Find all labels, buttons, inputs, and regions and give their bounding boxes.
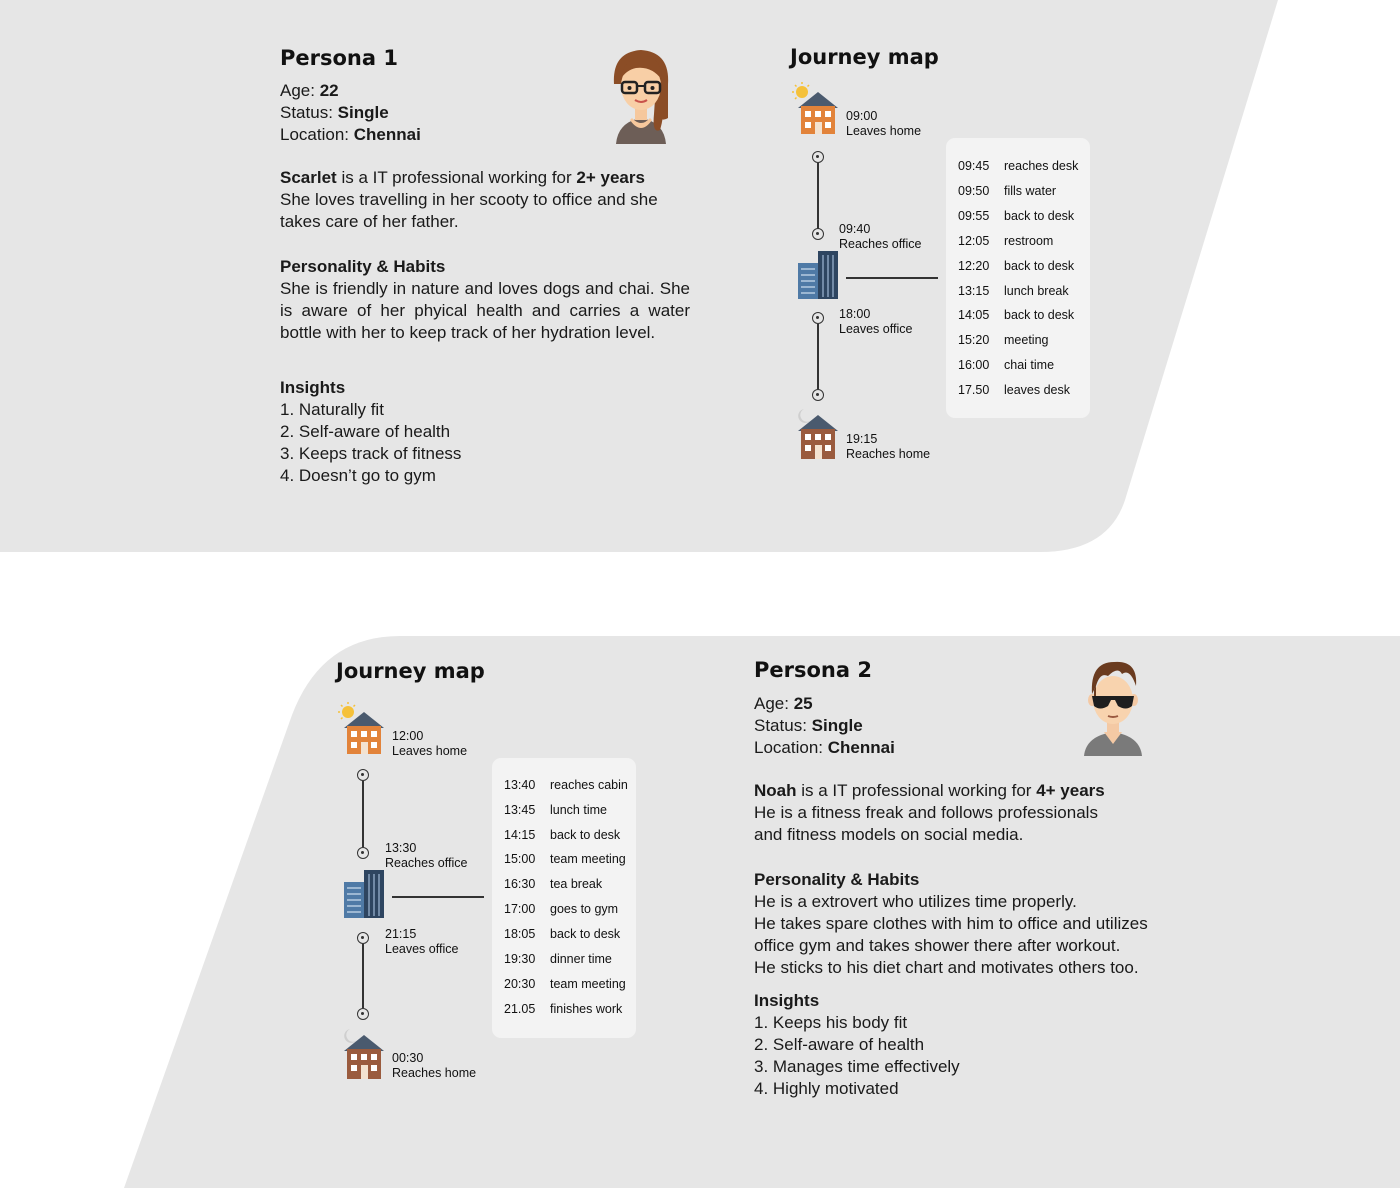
schedule-time: 20:30 — [504, 977, 536, 991]
event-time: 09:00 — [846, 109, 878, 123]
insight-item: 1. Keeps his body fit — [754, 1013, 908, 1032]
habits-line: He is a extrovert who utilizes time properly. — [754, 892, 1077, 911]
insights-title: Insights — [280, 378, 346, 397]
schedule-label: meeting — [1004, 333, 1049, 347]
status-value: Single — [811, 716, 863, 735]
habits-line: He takes spare clothes with him to office and utilizes — [754, 914, 1148, 933]
journey-event — [839, 222, 921, 252]
status-row — [280, 102, 580, 124]
persona-1-intro — [280, 167, 700, 233]
schedule-connector — [846, 277, 938, 279]
habits-line: office gym and takes shower there after workout. — [754, 936, 1121, 955]
schedule-connector — [392, 896, 484, 898]
journey-event — [839, 307, 912, 337]
schedule-time: 17.50 — [958, 383, 990, 397]
insight-item: 3. Manages time effectively — [754, 1057, 960, 1076]
schedule-time: 13:45 — [504, 803, 536, 817]
office-building-icon — [344, 870, 386, 918]
timeline-node — [357, 769, 369, 781]
schedule-row — [958, 308, 1074, 323]
intro-description: She loves travelling in her scooty to office and she takes care of her father. — [280, 190, 658, 231]
insights-title: Insights — [754, 991, 820, 1010]
schedule-label: chai time — [1004, 358, 1055, 372]
schedule-row — [958, 383, 1070, 398]
schedule-label: lunch break — [1004, 284, 1069, 298]
location-row — [280, 124, 580, 146]
schedule-row — [958, 358, 1054, 373]
schedule-time: 09:45 — [958, 159, 990, 173]
schedule-row — [504, 927, 620, 942]
schedule-time: 13:40 — [504, 778, 536, 792]
schedule-row — [504, 902, 618, 917]
experience-value: 2+ years — [576, 168, 645, 187]
insight-item: 2. Self-aware of health — [754, 1035, 925, 1054]
schedule-row — [504, 852, 626, 867]
schedule-label: team meeting — [550, 977, 626, 991]
habits-text: She is friendly in nature and loves dogs and chai. She is aware of her phyical health and carries a water bottle with her to keep track of her hydration level. — [280, 279, 690, 342]
intro-text — [754, 780, 1184, 802]
schedule-panel — [492, 758, 636, 1038]
schedule-label: reaches cabin — [550, 778, 628, 792]
intro-line: and fitness models on social media. — [754, 825, 1024, 844]
event-label: Reaches office — [839, 237, 922, 251]
age-row — [280, 80, 580, 102]
timeline-connector — [817, 324, 819, 389]
schedule-label: back to desk — [1004, 308, 1075, 322]
schedule-time: 21.05 — [504, 1002, 536, 1016]
age-value: 25 — [793, 694, 813, 713]
schedule-label: goes to gym — [550, 902, 619, 916]
schedule-label: back to desk — [550, 828, 621, 842]
schedule-row — [504, 977, 626, 992]
age-label: Age: — [280, 81, 315, 100]
event-label: Reaches office — [385, 856, 468, 870]
persona-name: Scarlet — [280, 168, 337, 187]
journey-event — [392, 729, 467, 759]
persona-1-habits — [280, 256, 690, 344]
timeline-connector — [362, 944, 364, 1008]
timeline-node — [812, 389, 824, 401]
event-label: Leaves office — [385, 942, 459, 956]
timeline-node — [812, 228, 824, 240]
age-label: Age: — [754, 694, 789, 713]
schedule-time: 14:05 — [958, 308, 990, 322]
schedule-row — [504, 877, 602, 892]
schedule-label: back to desk — [1004, 209, 1075, 223]
location-value: Chennai — [353, 125, 421, 144]
journey-event — [385, 927, 458, 957]
schedule-row — [958, 234, 1053, 249]
schedule-label: leaves desk — [1004, 383, 1071, 397]
timeline-connector — [362, 781, 364, 847]
schedule-label: dinner time — [550, 952, 612, 966]
schedule-time: 15:20 — [958, 333, 990, 347]
event-time: 19:15 — [846, 432, 878, 446]
event-time: 13:30 — [385, 841, 417, 855]
schedule-row — [958, 259, 1074, 274]
female-avatar-icon — [606, 44, 676, 144]
journey-event — [392, 1051, 476, 1081]
event-time: 09:40 — [839, 222, 871, 236]
location-value: Chennai — [827, 738, 895, 757]
house-day-icon — [792, 82, 840, 136]
timeline-node — [357, 847, 369, 859]
timeline-connector — [817, 163, 819, 229]
journey-map-2-title: Journey map — [336, 659, 485, 683]
persona-1-details — [280, 80, 580, 146]
location-label: Location: — [280, 125, 349, 144]
status-label: Status: — [280, 103, 333, 122]
house-night-icon — [338, 1027, 386, 1081]
schedule-row — [958, 159, 1078, 174]
habits-line: He sticks to his diet chart and motivates others too. — [754, 958, 1139, 977]
schedule-label: finishes work — [550, 1002, 623, 1016]
schedule-time: 17:00 — [504, 902, 536, 916]
schedule-label: back to desk — [1004, 259, 1075, 273]
persona-2-habits — [754, 869, 1194, 979]
schedule-time: 19:30 — [504, 952, 536, 966]
insights-list — [280, 399, 580, 487]
schedule-row — [504, 778, 628, 793]
house-day-icon — [338, 702, 386, 756]
office-building-icon — [798, 251, 840, 299]
journey-map-1-title: Journey map — [790, 45, 939, 69]
status-value: Single — [337, 103, 389, 122]
event-label: Leaves home — [846, 124, 922, 138]
persona-2-details — [754, 693, 1054, 759]
insight-item: 4. Highly motivated — [754, 1079, 899, 1098]
schedule-panel — [946, 138, 1090, 418]
insight-item: 1. Naturally fit — [280, 400, 384, 419]
persona-1-title: Persona 1 — [280, 46, 398, 70]
experience-value: 4+ years — [1036, 781, 1105, 800]
persona-2-title: Persona 2 — [754, 658, 872, 682]
intro-line: He is a fitness freak and follows professionals — [754, 803, 1098, 822]
event-time: 18:00 — [839, 307, 871, 321]
schedule-row — [958, 284, 1069, 299]
insight-item: 4. Doesn’t go to gym — [280, 466, 436, 485]
schedule-time: 16:00 — [958, 358, 990, 372]
schedule-row — [504, 828, 620, 843]
event-label: Leaves home — [392, 744, 468, 758]
persona-2-intro — [754, 780, 1184, 846]
habits-title: Personality & Habits — [754, 870, 920, 889]
schedule-row — [958, 333, 1048, 348]
schedule-label: restroom — [1004, 234, 1054, 248]
persona-2-insights — [754, 990, 1054, 1100]
location-row — [754, 737, 1054, 759]
event-time: 21:15 — [385, 927, 417, 941]
schedule-time: 09:50 — [958, 184, 990, 198]
event-label: Leaves office — [839, 322, 913, 336]
schedule-time: 12:20 — [958, 259, 990, 273]
persona-name: Noah — [754, 781, 797, 800]
schedule-label: lunch time — [550, 803, 607, 817]
schedule-label: back to desk — [550, 927, 621, 941]
status-row — [754, 715, 1054, 737]
intro-mid: is a IT professional working for — [341, 168, 572, 187]
timeline-node — [357, 1008, 369, 1020]
schedule-time: 16:30 — [504, 877, 536, 891]
location-label: Location: — [754, 738, 823, 757]
insights-list — [754, 1012, 1054, 1100]
persona-1-insights — [280, 377, 580, 487]
schedule-row — [958, 209, 1074, 224]
male-avatar-icon — [1078, 656, 1148, 756]
intro-mid: is a IT professional working for — [801, 781, 1032, 800]
age-row — [754, 693, 1054, 715]
event-time: 12:00 — [392, 729, 424, 743]
schedule-row — [504, 952, 612, 967]
age-value: 22 — [319, 81, 339, 100]
schedule-label: reaches desk — [1004, 159, 1079, 173]
status-label: Status: — [754, 716, 807, 735]
schedule-time: 18:05 — [504, 927, 536, 941]
schedule-label: team meeting — [550, 852, 626, 866]
habits-title: Personality & Habits — [280, 257, 446, 276]
schedule-row — [958, 184, 1056, 199]
insight-item: 3. Keeps track of fitness — [280, 444, 462, 463]
event-label: Reaches home — [392, 1066, 477, 1080]
journey-event — [385, 841, 467, 871]
schedule-time: 14:15 — [504, 828, 536, 842]
schedule-time: 12:05 — [958, 234, 990, 248]
schedule-row — [504, 1002, 622, 1017]
journey-event — [846, 432, 930, 462]
schedule-label: tea break — [550, 877, 603, 891]
schedule-label: fills water — [1004, 184, 1057, 198]
schedule-time: 09:55 — [958, 209, 990, 223]
timeline-node — [357, 932, 369, 944]
journey-event — [846, 109, 921, 139]
event-label: Reaches home — [846, 447, 931, 461]
schedule-row — [504, 803, 607, 818]
intro-text — [280, 167, 700, 189]
timeline-node — [812, 151, 824, 163]
event-time: 00:30 — [392, 1051, 424, 1065]
timeline-node — [812, 312, 824, 324]
schedule-time: 15:00 — [504, 852, 536, 866]
house-night-icon — [792, 407, 840, 461]
schedule-time: 13:15 — [958, 284, 990, 298]
insight-item: 2. Self-aware of health — [280, 422, 451, 441]
